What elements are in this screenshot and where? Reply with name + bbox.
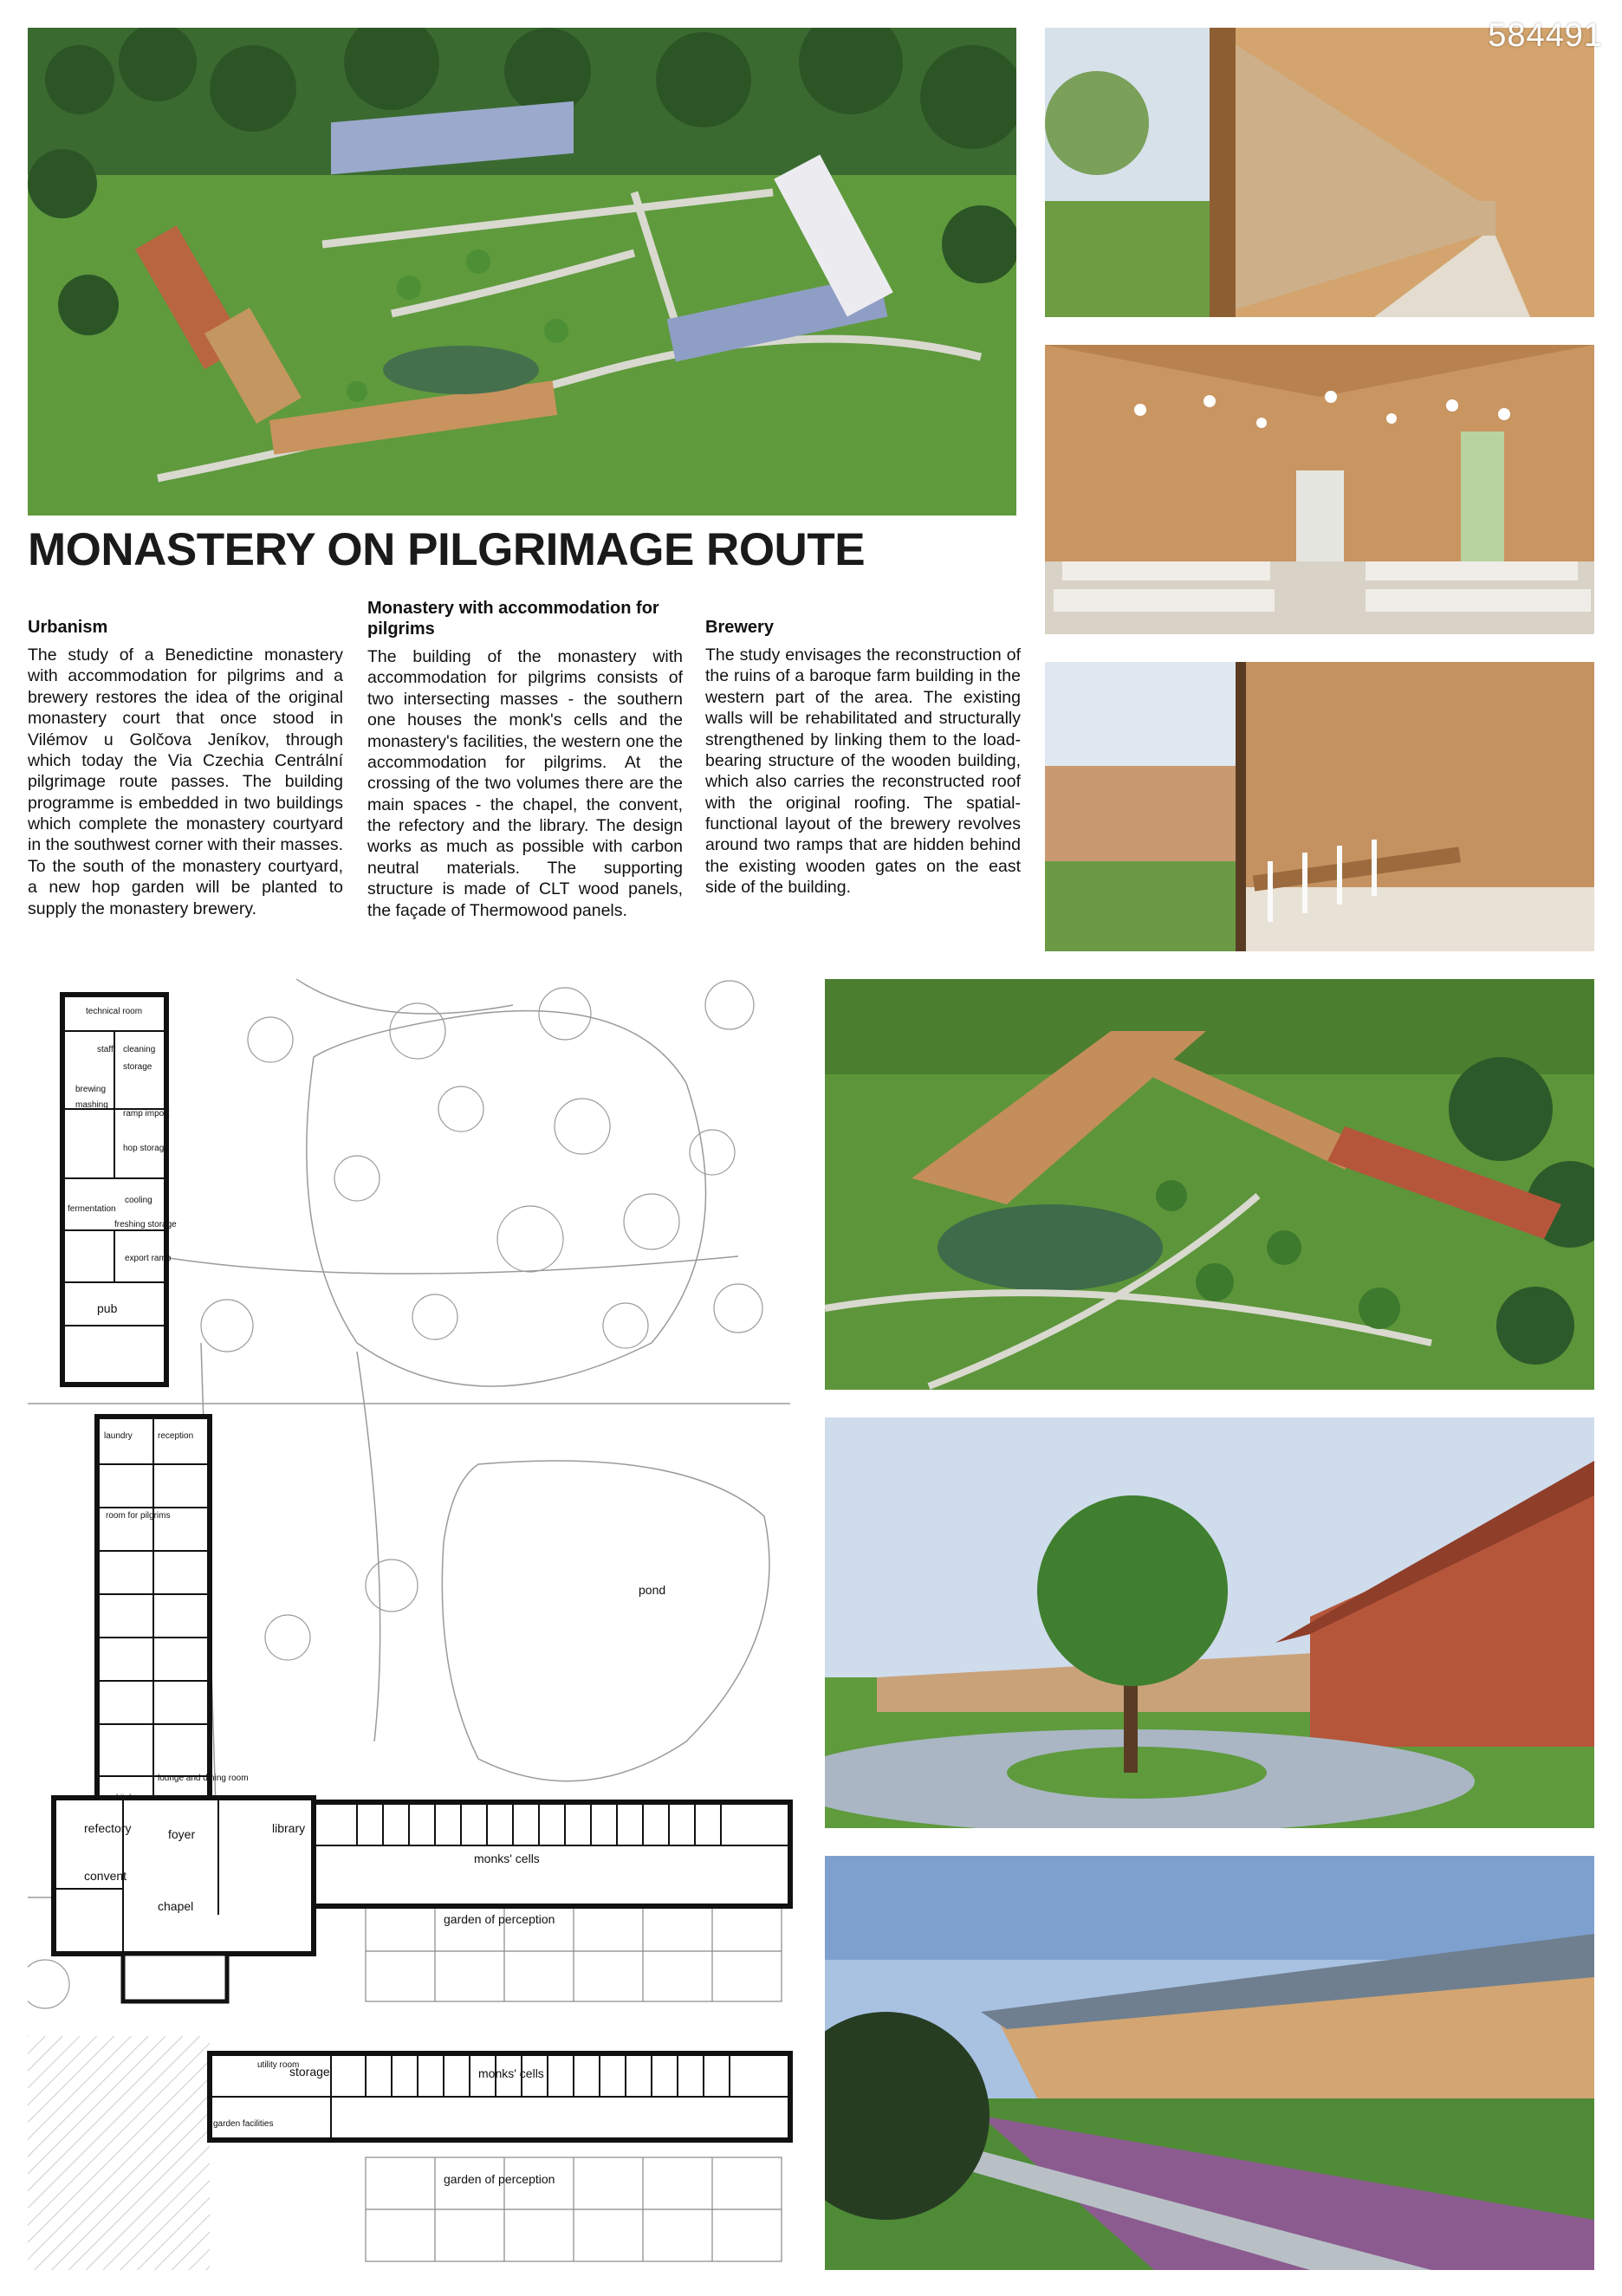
label-export-ramp: export ramp bbox=[125, 1254, 172, 1263]
label-cleaning: cleaning bbox=[123, 1045, 156, 1054]
label-garden-of-perception: garden of perception bbox=[444, 1912, 555, 1926]
label-hop-storage: hop storage bbox=[123, 1144, 169, 1153]
label-convent: convent bbox=[84, 1869, 127, 1883]
column-body: The building of the monastery with accommodation for pilgrims consists of two intersecting masses - the southern one houses the monk's cells and the monastery's facilities, the western one the accommodation for pilgrims. At the crossing of the two volumes there are the main spaces - the chapel, the convent, the refectory and the library. The design works as much as possible with carbon neutral materials. The supporting structure is made of CLT wood panels, the façade of Thermowood panels. bbox=[367, 647, 683, 920]
label-staff: staff bbox=[97, 1045, 114, 1054]
label-ramp-import: ramp import bbox=[123, 1109, 170, 1119]
label-reception: reception bbox=[158, 1431, 194, 1441]
column-body: The study of a Benedictine monastery with accommodation for pilgrims and a brewery restores the idea of the original monastery court that once stood in Vilémov u Golčova Jeníkov, through which today the Via Czechia Centrální pilgrimage route passes. The building programme is embedded in two buildings which complete the monastery courtyard in the southwest corner with their masses. To the south of the monastery courtyard, a new hop garden will be planted to supply the monastery brewery. bbox=[28, 645, 343, 918]
text-column-brewery bbox=[705, 617, 1021, 898]
text-column-monastery bbox=[367, 598, 683, 921]
label-utility-room: utility room bbox=[257, 2060, 300, 2070]
label-monks-cells: monks' cells bbox=[474, 1852, 540, 1865]
label-pub: pub bbox=[97, 1301, 118, 1315]
text-column-urbanism bbox=[28, 617, 343, 919]
corridor-render bbox=[1045, 28, 1594, 317]
label-brewing: brewing bbox=[75, 1085, 107, 1094]
refectory-render bbox=[1045, 662, 1594, 951]
label-cooling: cooling bbox=[125, 1196, 152, 1205]
label-garden-of-perception-upper: garden of perception bbox=[444, 2172, 555, 2186]
garden-of-perception-render bbox=[825, 1856, 1594, 2270]
poster-title: MONASTERY ON PILGRIMAGE ROUTE bbox=[28, 524, 866, 575]
column-body: The study envisages the reconstruction of the ruins of a baroque farm building in the western part of the area. The existing walls will be rehabilitated and structurally strengthened by linking them to the load-bearing structure of the wooden building, which also carries the reconstructed roof with the original roofing. The spatial-functional layout of the brewery revolves around two ramps that are hidden behind the existing wooden gates on the east side of the building. bbox=[705, 645, 1021, 898]
label-chapel: chapel bbox=[158, 1899, 194, 1913]
chapel-render bbox=[1045, 345, 1594, 634]
label-laundry: laundry bbox=[104, 1431, 133, 1441]
label-kitchen: kitchen bbox=[116, 1793, 144, 1803]
upper-floor-plan bbox=[28, 2036, 799, 2270]
label-foyer: foyer bbox=[168, 1827, 196, 1841]
courtyard-aerial-render bbox=[825, 979, 1594, 1390]
label-mashing: mashing bbox=[75, 1100, 108, 1110]
label-room-for-pilgrims: room for pilgrims bbox=[106, 1511, 171, 1521]
label-garden-facilities: garden facilities bbox=[213, 2119, 274, 2129]
ground-floor-plan bbox=[28, 979, 799, 2010]
aerial-site-render bbox=[28, 28, 1016, 516]
brewery-courtyard-render bbox=[825, 1417, 1594, 1828]
label-storage-upper: storage bbox=[289, 2065, 330, 2079]
label-lounge: lounge and dining room bbox=[158, 1774, 249, 1783]
label-storage: storage bbox=[123, 1062, 152, 1072]
label-technical-room: technical room bbox=[86, 1007, 143, 1016]
column-heading: Monastery with accommodation for pilgrims bbox=[367, 599, 659, 639]
label-freshing-storage: freshing storage bbox=[114, 1220, 177, 1229]
column-heading: Urbanism bbox=[28, 618, 108, 637]
label-monks-cells-upper: monks' cells bbox=[478, 2066, 544, 2080]
poster-id: 584491 bbox=[1488, 17, 1603, 54]
column-heading: Brewery bbox=[705, 618, 774, 637]
label-library: library bbox=[272, 1821, 306, 1835]
label-fermentation: fermentation bbox=[68, 1204, 116, 1214]
label-refectory: refectory bbox=[84, 1821, 132, 1835]
label-pond: pond bbox=[639, 1583, 666, 1597]
